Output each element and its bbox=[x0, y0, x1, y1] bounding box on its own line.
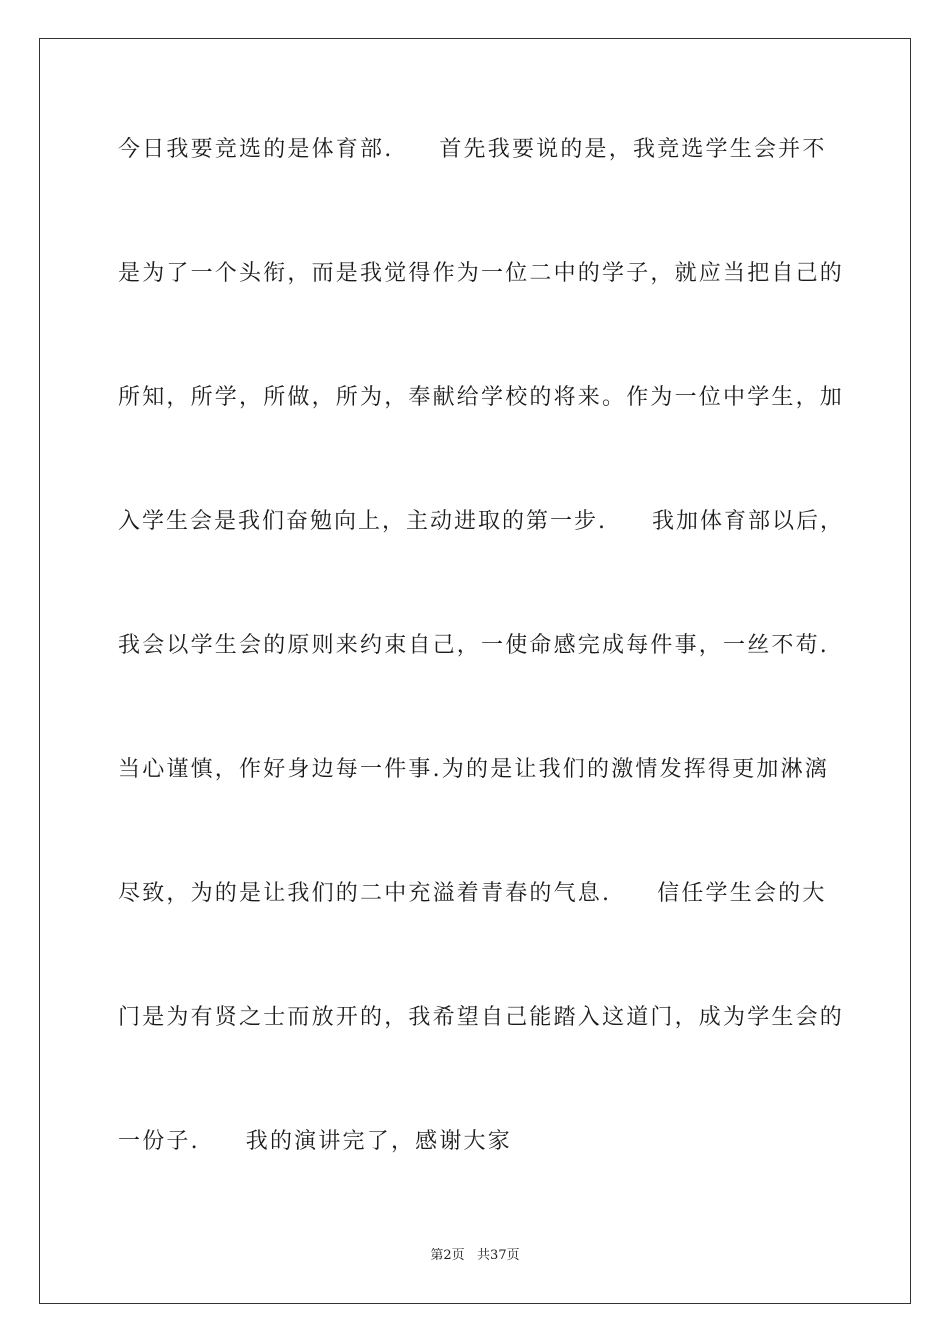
paragraph-line: 我会以学生会的原则来约束自己，一使命感完成每件事，一丝不苟. bbox=[118, 633, 829, 658]
paragraph-line: 所知，所学，所做，所为，奉献给学校的将来。作为一位中学生，加 bbox=[118, 385, 845, 410]
paragraph-line: 入学生会是我们奋勉向上，主动进取的第一步. 我加体育部以后， bbox=[118, 509, 844, 534]
paragraph-line: 当心谨慎，作好身边每一件事.为的是让我们的激情发挥得更加淋漓 bbox=[118, 757, 829, 782]
paragraph-line: 今日我要竞选的是体育部. 首先我要说的是，我竞选学生会并不 bbox=[118, 137, 827, 162]
paragraph-line: 一份子. 我的演讲完了，感谢大家 bbox=[118, 1129, 512, 1154]
paragraph-line: 门是为有贤之士而放开的，我希望自己能踏入这道门，成为学生会的 bbox=[118, 1005, 845, 1030]
paragraph-line: 尽致，为的是让我们的二中充溢着青春的气息. 信任学生会的大 bbox=[118, 881, 827, 906]
paragraph-line: 是为了一个头衔，而是我觉得作为一位二中的学子，就应当把自己的 bbox=[118, 261, 845, 286]
page-border bbox=[39, 38, 911, 1304]
page-number-footer: 第2页 共37页 bbox=[430, 1248, 520, 1263]
